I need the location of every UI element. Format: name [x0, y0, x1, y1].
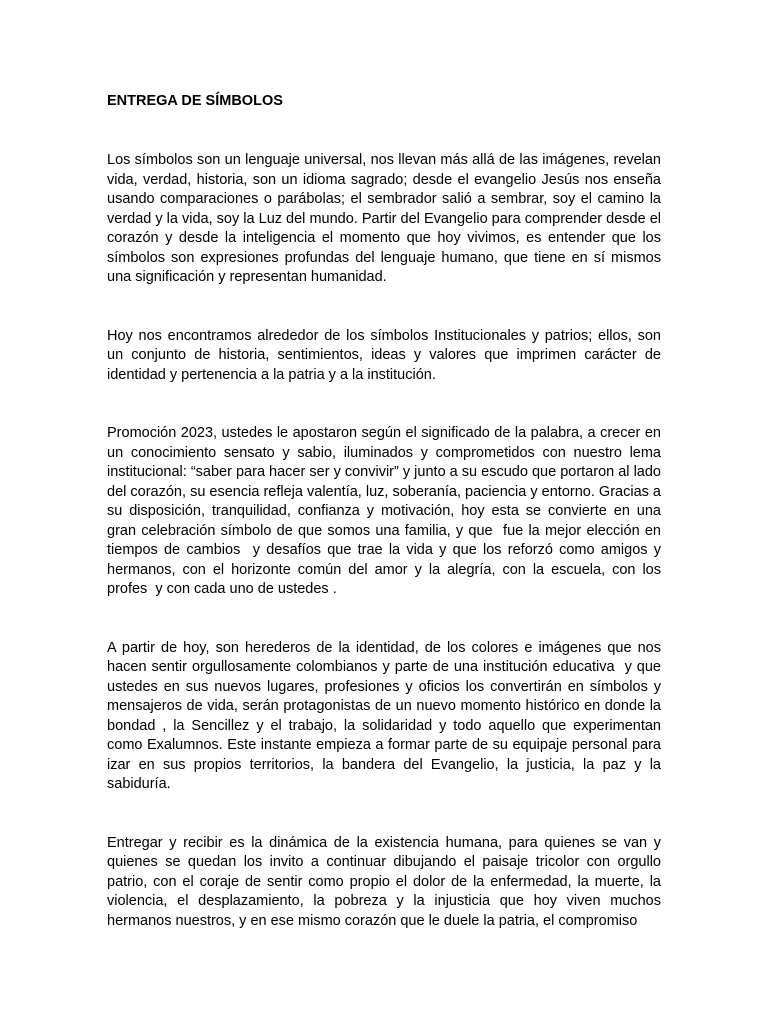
paragraph-institutional-symbols: Hoy nos encontramos alrededor de los símbolos Institucionales y patrios; ellos, son un conjunto de historia, sentimientos, ideas y valores que imprimen carácter de identidad y pertenencia a la patria y a la institución. [107, 327, 666, 383]
paragraph-promotion-2023: Promoción 2023, ustedes le apostaron según el significado de la palabra, a crecer en un conocimiento sensato y sabio, iluminados y comprometidos con nuestro lema institucional: “saber para hacer ser y convivir” y junto a su escudo que portaron al lado del corazón, su esencia refleja valentía, luz, soberanía, paciencia y entorno. Gracias a su disposición, tranquilidad, confianza y motivación, hoy esta se convierte en una gran celebración símbolo de que somos una familia, y que fue la mejor elección en tiempos de cambios y desafíos que trae la vida y que los reforzó como amigos y hermanos, con el horizonte común del amor y la alegría, con la escuela, con los profes y con cada uno de ustedes . [107, 425, 666, 597]
paragraph-give-receive: Entregar y recibir es la dinámica de la existencia humana, para quienes se van y quienes se quedan los invito a continuar dibujando el paisaje tricolor con orgullo patrio, con el coraje de sentir como propio el dolor de la enfermedad, la muerte, la violencia, el desplazamiento, la pobreza y la injusticia que hoy viven muchos hermanos nuestros, y en ese mismo corazón que le duele la patria, el compromiso [107, 834, 666, 929]
paragraph-heirs-identity: A partir de hoy, son herederos de la identidad, de los colores e imágenes que nos hacen sentir orgullosamente colombianos y parte de una institución educativa y que ustedes en sus nuevos lugares, profesiones y oficios los convertirán en símbolos y mensajeros de vida, serán protagonistas de un nuevo momento histórico en donde la bondad , la Sencillez y el trabajo, la solidaridad y todo aquello que experimentan como Exalumnos. Este instante empieza a formar parte de su equipaje personal para izar en sus propios territorios, la bandera del Evangelio, la justicia, la paz y la sabiduría. [107, 639, 666, 792]
paragraph-symbols-language: Los símbolos son un lenguaje universal, nos llevan más allá de las imágenes, revelan vida, verdad, historia, son un idioma sagrado; desde el evangelio Jesús nos enseña usando comparaciones o parábolas; el sembrador salió a sembrar, soy el camino la verdad y la vida, soy la Luz del mundo. Partir del Evangelio para comprender desde el corazón y desde la inteligencia el momento que hoy vivimos, es entender que los símbolos son expresiones profundas del lenguaje humano, que tiene en sí mismos una significación y representan humanidad. [107, 152, 666, 285]
document-page [107, 92, 666, 970]
document-title: ENTREGA DE SÍMBOLOS [107, 93, 283, 109]
